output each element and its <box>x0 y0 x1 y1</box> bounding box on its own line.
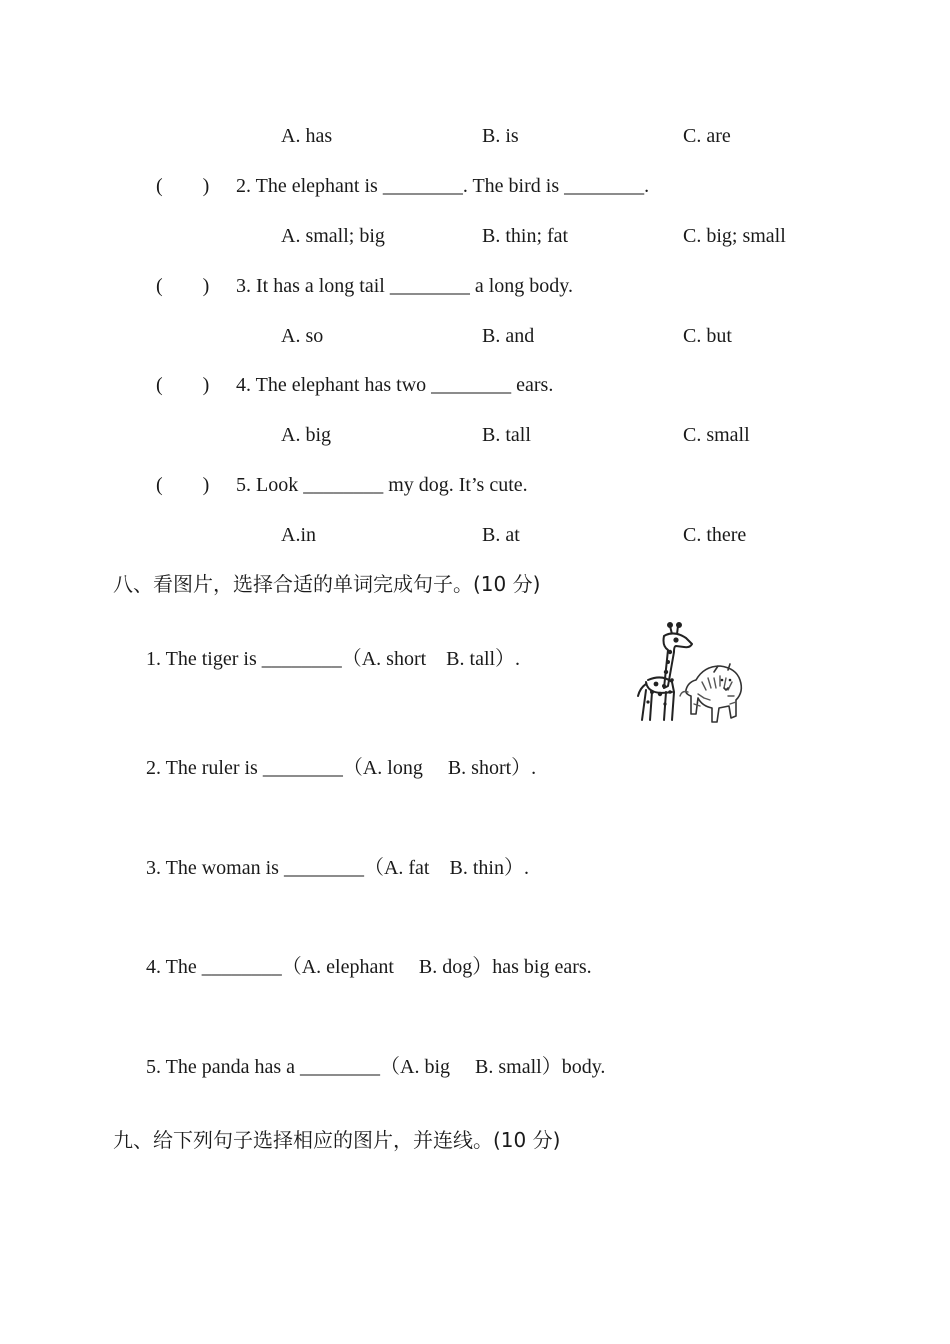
q1-option-a: A. has <box>281 125 333 147</box>
question-text: 3. It has a long tail ________ a long body. <box>236 275 573 297</box>
giraffe-icon <box>638 623 692 720</box>
option-a: A. so <box>281 325 324 347</box>
answer-blank[interactable]: ( ) <box>156 374 210 396</box>
option-a: A. big <box>281 424 331 446</box>
fill-sentence-2: 2. The ruler is ________（A. long B. short）. <box>146 757 537 779</box>
option-a: A.in <box>281 524 316 546</box>
question-text: 4. The elephant has two ________ ears. <box>236 374 554 396</box>
fill-sentence-5: 5. The panda has a ________（A. big B. small）body. <box>146 1056 606 1078</box>
section-8-heading: 八、看图片，选择合适的单词完成句子。(10 分) <box>113 572 541 596</box>
option-c: C. big; small <box>683 225 786 247</box>
answer-blank[interactable]: ( ) <box>156 275 210 297</box>
option-b: B. tall <box>482 424 531 446</box>
option-b: B. and <box>482 325 535 347</box>
answer-blank[interactable]: ( ) <box>156 474 210 496</box>
section-9-heading: 九、给下列句子选择相应的图片，并连线。(10 分) <box>113 1128 561 1152</box>
question-text: 2. The elephant is ________. The bird is ________. <box>236 175 650 197</box>
q1-option-c: C. are <box>683 125 731 147</box>
question-text: 5. Look ________ my dog. It’s cute. <box>236 474 528 496</box>
answer-blank[interactable]: ( ) <box>156 175 210 197</box>
option-c: C. but <box>683 325 732 347</box>
option-c: C. small <box>683 424 750 446</box>
option-a: A. small; big <box>281 225 385 247</box>
fill-sentence-4: 4. The ________（A. elephant B. dog）has big ears. <box>146 956 592 978</box>
option-c: C. there <box>683 524 747 546</box>
giraffe-tiger-image <box>618 622 746 726</box>
tiger-icon <box>680 664 741 722</box>
fill-sentence-3: 3. The woman is ________（A. fat B. thin）. <box>146 857 529 879</box>
option-b: B. thin; fat <box>482 225 569 247</box>
fill-sentence-1: 1. The tiger is ________（A. short B. tall）. <box>146 648 521 670</box>
option-b: B. at <box>482 524 520 546</box>
q1-option-b: B. is <box>482 125 519 147</box>
